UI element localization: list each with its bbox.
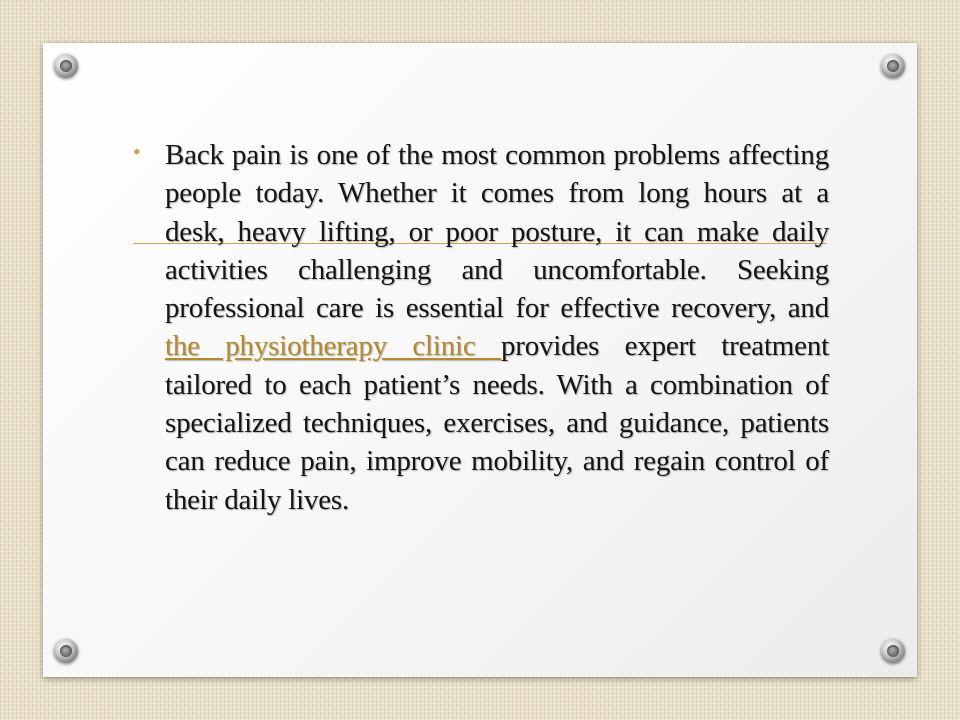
pushpin-icon [881, 639, 905, 663]
pushpin-icon [881, 54, 905, 78]
physiotherapy-clinic-link[interactable]: the physiotherapy clinic [165, 330, 501, 363]
body-paragraph [165, 136, 829, 519]
pushpin-icon [54, 54, 78, 78]
paragraph-text-before-link: Back pain is one of the most common problems affecting people today. Whether it comes from long hours at a desk, heavy lifting, or poor posture, it can make daily activities challenging and uncomfortable. Seeking professional care is essential for effective recovery, and [165, 139, 829, 325]
paragraph-text-after-link: provides expert treatment tailored to each patient’s needs. With a combination of specialized techniques, exercises, and guidance, patients can reduce pain, improve mobility, and regain control of their daily lives. [165, 330, 829, 516]
bullet-icon: • [133, 139, 141, 164]
pushpin-icon [54, 639, 78, 663]
